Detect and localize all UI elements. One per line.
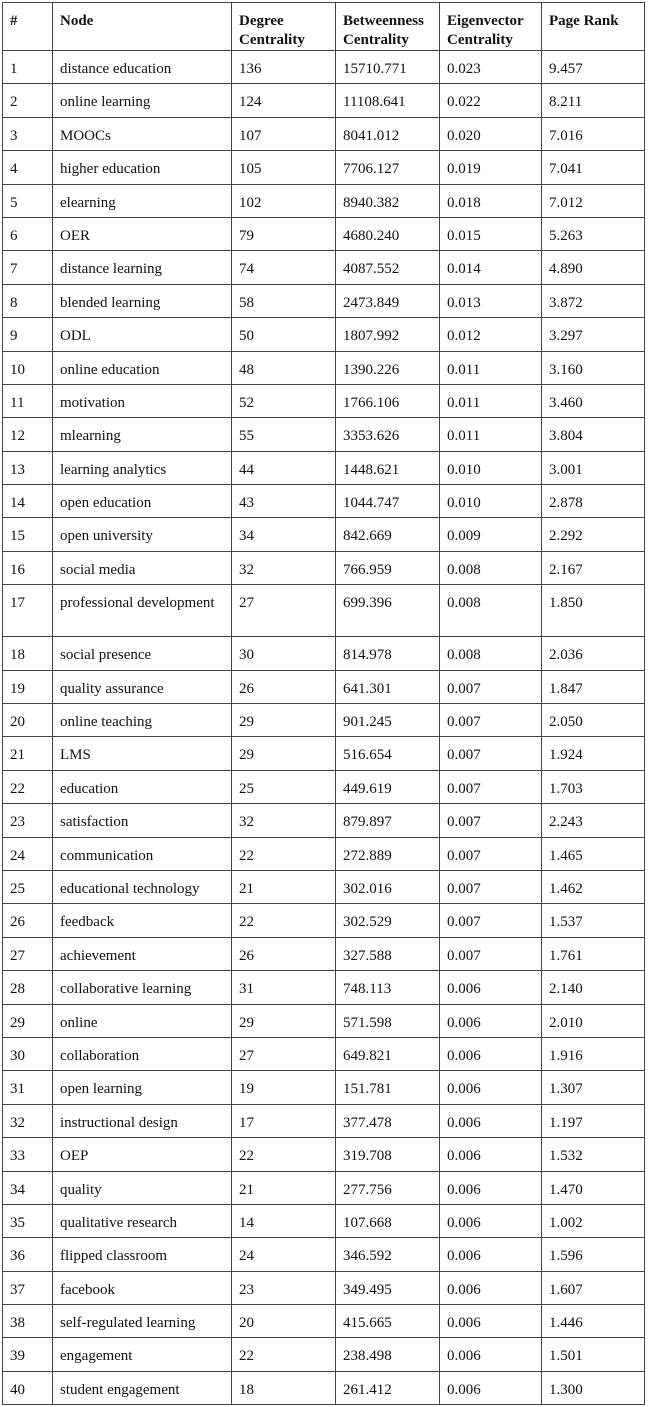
cell-node: elearning <box>53 184 232 217</box>
cell-degree-centrality: 30 <box>232 637 336 670</box>
cell-degree-centrality: 136 <box>232 51 336 84</box>
cell-page-rank: 1.847 <box>542 670 645 703</box>
cell-eigenvector-centrality: 0.013 <box>440 284 542 317</box>
cell-degree-centrality: 31 <box>232 971 336 1004</box>
cell-node: higher education <box>53 151 232 184</box>
cell-node: blended learning <box>53 284 232 317</box>
cell-betweenness-centrality: 3353.626 <box>336 418 440 451</box>
cell-eigenvector-centrality: 0.006 <box>440 1204 542 1237</box>
cell-rank: 28 <box>3 971 53 1004</box>
cell-rank: 40 <box>3 1371 53 1404</box>
cell-rank: 38 <box>3 1305 53 1338</box>
cell-rank: 11 <box>3 384 53 417</box>
cell-node: distance learning <box>53 251 232 284</box>
cell-rank: 36 <box>3 1238 53 1271</box>
cell-eigenvector-centrality: 0.006 <box>440 1305 542 1338</box>
cell-rank: 1 <box>3 51 53 84</box>
cell-degree-centrality: 105 <box>232 151 336 184</box>
cell-page-rank: 3.297 <box>542 318 645 351</box>
cell-degree-centrality: 18 <box>232 1371 336 1404</box>
table-row <box>3 1071 645 1104</box>
cell-eigenvector-centrality: 0.007 <box>440 937 542 970</box>
cell-betweenness-centrality: 449.619 <box>336 770 440 803</box>
table-row <box>3 184 645 217</box>
cell-rank: 4 <box>3 151 53 184</box>
cell-page-rank: 1.446 <box>542 1305 645 1338</box>
cell-betweenness-centrality: 649.821 <box>336 1037 440 1070</box>
cell-rank: 2 <box>3 84 53 117</box>
cell-degree-centrality: 21 <box>232 870 336 903</box>
cell-degree-centrality: 19 <box>232 1071 336 1104</box>
cell-node: student engagement <box>53 1371 232 1404</box>
cell-betweenness-centrality: 377.478 <box>336 1104 440 1137</box>
cell-node: online <box>53 1004 232 1037</box>
cell-eigenvector-centrality: 0.007 <box>440 804 542 837</box>
cell-page-rank: 3.872 <box>542 284 645 317</box>
cell-rank: 20 <box>3 704 53 737</box>
cell-betweenness-centrality: 302.016 <box>336 870 440 903</box>
cell-degree-centrality: 50 <box>232 318 336 351</box>
cell-page-rank: 3.001 <box>542 451 645 484</box>
cell-page-rank: 2.140 <box>542 971 645 1004</box>
cell-betweenness-centrality: 277.756 <box>336 1171 440 1204</box>
table-row <box>3 1305 645 1338</box>
cell-degree-centrality: 23 <box>232 1271 336 1304</box>
cell-eigenvector-centrality: 0.007 <box>440 737 542 770</box>
cell-node: quality <box>53 1171 232 1204</box>
cell-rank: 19 <box>3 670 53 703</box>
cell-degree-centrality: 52 <box>232 384 336 417</box>
cell-page-rank: 1.850 <box>542 585 645 637</box>
cell-node: OEP <box>53 1138 232 1171</box>
header-degree-centrality: Degree Centrality <box>232 3 336 51</box>
cell-rank: 30 <box>3 1037 53 1070</box>
cell-degree-centrality: 34 <box>232 518 336 551</box>
cell-page-rank: 3.160 <box>542 351 645 384</box>
table-row <box>3 551 645 584</box>
table-row <box>3 1037 645 1070</box>
cell-page-rank: 8.211 <box>542 84 645 117</box>
cell-betweenness-centrality: 415.665 <box>336 1305 440 1338</box>
cell-eigenvector-centrality: 0.007 <box>440 670 542 703</box>
centrality-table <box>2 2 645 1405</box>
cell-betweenness-centrality: 641.301 <box>336 670 440 703</box>
cell-degree-centrality: 74 <box>232 251 336 284</box>
cell-betweenness-centrality: 748.113 <box>336 971 440 1004</box>
cell-node: social presence <box>53 637 232 670</box>
cell-degree-centrality: 22 <box>232 904 336 937</box>
cell-page-rank: 9.457 <box>542 51 645 84</box>
table-row <box>3 351 645 384</box>
table-row <box>3 51 645 84</box>
table-row <box>3 451 645 484</box>
cell-rank: 18 <box>3 637 53 670</box>
cell-eigenvector-centrality: 0.011 <box>440 384 542 417</box>
cell-degree-centrality: 58 <box>232 284 336 317</box>
cell-eigenvector-centrality: 0.006 <box>440 1104 542 1137</box>
cell-betweenness-centrality: 1044.747 <box>336 485 440 518</box>
cell-node: qualitative research <box>53 1204 232 1237</box>
cell-betweenness-centrality: 4087.552 <box>336 251 440 284</box>
cell-rank: 17 <box>3 585 53 637</box>
cell-degree-centrality: 107 <box>232 117 336 150</box>
cell-page-rank: 7.016 <box>542 117 645 150</box>
cell-betweenness-centrality: 1807.992 <box>336 318 440 351</box>
cell-betweenness-centrality: 8940.382 <box>336 184 440 217</box>
cell-degree-centrality: 22 <box>232 837 336 870</box>
cell-node: ODL <box>53 318 232 351</box>
cell-page-rank: 1.607 <box>542 1271 645 1304</box>
cell-page-rank: 2.010 <box>542 1004 645 1037</box>
cell-page-rank: 2.878 <box>542 485 645 518</box>
cell-rank: 34 <box>3 1171 53 1204</box>
cell-eigenvector-centrality: 0.006 <box>440 1004 542 1037</box>
cell-rank: 8 <box>3 284 53 317</box>
header-rank: # <box>3 3 53 51</box>
cell-eigenvector-centrality: 0.006 <box>440 1071 542 1104</box>
cell-degree-centrality: 32 <box>232 804 336 837</box>
cell-degree-centrality: 29 <box>232 1004 336 1037</box>
cell-node: satisfaction <box>53 804 232 837</box>
cell-degree-centrality: 25 <box>232 770 336 803</box>
cell-eigenvector-centrality: 0.008 <box>440 637 542 670</box>
cell-node: communication <box>53 837 232 870</box>
cell-betweenness-centrality: 272.889 <box>336 837 440 870</box>
cell-eigenvector-centrality: 0.023 <box>440 51 542 84</box>
cell-betweenness-centrality: 842.669 <box>336 518 440 551</box>
cell-eigenvector-centrality: 0.018 <box>440 184 542 217</box>
cell-degree-centrality: 102 <box>232 184 336 217</box>
cell-betweenness-centrality: 879.897 <box>336 804 440 837</box>
cell-eigenvector-centrality: 0.019 <box>440 151 542 184</box>
cell-eigenvector-centrality: 0.006 <box>440 1037 542 1070</box>
cell-node: OER <box>53 217 232 250</box>
cell-betweenness-centrality: 319.708 <box>336 1138 440 1171</box>
cell-page-rank: 1.307 <box>542 1071 645 1104</box>
cell-rank: 35 <box>3 1204 53 1237</box>
cell-rank: 5 <box>3 184 53 217</box>
cell-degree-centrality: 27 <box>232 1037 336 1070</box>
cell-betweenness-centrality: 2473.849 <box>336 284 440 317</box>
cell-rank: 29 <box>3 1004 53 1037</box>
cell-page-rank: 3.804 <box>542 418 645 451</box>
cell-node: engagement <box>53 1338 232 1371</box>
cell-eigenvector-centrality: 0.014 <box>440 251 542 284</box>
cell-betweenness-centrality: 349.495 <box>336 1271 440 1304</box>
table-row <box>3 251 645 284</box>
cell-betweenness-centrality: 814.978 <box>336 637 440 670</box>
cell-node: social media <box>53 551 232 584</box>
cell-node: flipped classroom <box>53 1238 232 1271</box>
cell-page-rank: 4.890 <box>542 251 645 284</box>
cell-eigenvector-centrality: 0.006 <box>440 1338 542 1371</box>
cell-node: MOOCs <box>53 117 232 150</box>
cell-node: distance education <box>53 51 232 84</box>
cell-eigenvector-centrality: 0.006 <box>440 1238 542 1271</box>
cell-node: LMS <box>53 737 232 770</box>
cell-page-rank: 2.036 <box>542 637 645 670</box>
table-row <box>3 284 645 317</box>
table-row <box>3 1104 645 1137</box>
header-node: Node <box>53 3 232 51</box>
cell-eigenvector-centrality: 0.022 <box>440 84 542 117</box>
cell-page-rank: 1.924 <box>542 737 645 770</box>
cell-eigenvector-centrality: 0.010 <box>440 451 542 484</box>
cell-page-rank: 7.012 <box>542 184 645 217</box>
cell-page-rank: 1.465 <box>542 837 645 870</box>
cell-degree-centrality: 124 <box>232 84 336 117</box>
table-row <box>3 1371 645 1404</box>
cell-node: feedback <box>53 904 232 937</box>
table-row <box>3 585 645 637</box>
table-row <box>3 151 645 184</box>
table-row <box>3 971 645 1004</box>
cell-rank: 3 <box>3 117 53 150</box>
cell-eigenvector-centrality: 0.009 <box>440 518 542 551</box>
cell-page-rank: 1.537 <box>542 904 645 937</box>
cell-rank: 7 <box>3 251 53 284</box>
table-row <box>3 84 645 117</box>
cell-betweenness-centrality: 1390.226 <box>336 351 440 384</box>
table-row <box>3 1338 645 1371</box>
cell-eigenvector-centrality: 0.006 <box>440 1371 542 1404</box>
cell-node: education <box>53 770 232 803</box>
table-row <box>3 1271 645 1304</box>
table-row <box>3 670 645 703</box>
cell-node: educational technology <box>53 870 232 903</box>
table-row <box>3 518 645 551</box>
cell-node: learning analytics <box>53 451 232 484</box>
cell-degree-centrality: 17 <box>232 1104 336 1137</box>
cell-eigenvector-centrality: 0.007 <box>440 837 542 870</box>
cell-rank: 22 <box>3 770 53 803</box>
cell-eigenvector-centrality: 0.006 <box>440 971 542 1004</box>
cell-rank: 13 <box>3 451 53 484</box>
cell-degree-centrality: 32 <box>232 551 336 584</box>
cell-rank: 37 <box>3 1271 53 1304</box>
cell-eigenvector-centrality: 0.007 <box>440 704 542 737</box>
cell-degree-centrality: 20 <box>232 1305 336 1338</box>
cell-rank: 9 <box>3 318 53 351</box>
cell-page-rank: 2.050 <box>542 704 645 737</box>
cell-page-rank: 1.470 <box>542 1171 645 1204</box>
table-row <box>3 1204 645 1237</box>
cell-degree-centrality: 29 <box>232 737 336 770</box>
cell-page-rank: 7.041 <box>542 151 645 184</box>
table-row <box>3 637 645 670</box>
cell-degree-centrality: 79 <box>232 217 336 250</box>
cell-page-rank: 3.460 <box>542 384 645 417</box>
cell-betweenness-centrality: 15710.771 <box>336 51 440 84</box>
cell-degree-centrality: 21 <box>232 1171 336 1204</box>
cell-rank: 26 <box>3 904 53 937</box>
table-row <box>3 1004 645 1037</box>
table-row <box>3 770 645 803</box>
cell-rank: 10 <box>3 351 53 384</box>
cell-node: online learning <box>53 84 232 117</box>
table-row <box>3 384 645 417</box>
cell-rank: 31 <box>3 1071 53 1104</box>
cell-page-rank: 1.300 <box>542 1371 645 1404</box>
cell-betweenness-centrality: 302.529 <box>336 904 440 937</box>
cell-betweenness-centrality: 346.592 <box>336 1238 440 1271</box>
cell-node: self-regulated learning <box>53 1305 232 1338</box>
cell-eigenvector-centrality: 0.011 <box>440 418 542 451</box>
cell-node: mlearning <box>53 418 232 451</box>
cell-page-rank: 1.596 <box>542 1238 645 1271</box>
table-row <box>3 804 645 837</box>
cell-betweenness-centrality: 766.959 <box>336 551 440 584</box>
header-page-rank: Page Rank <box>542 3 645 51</box>
cell-rank: 27 <box>3 937 53 970</box>
table-row <box>3 1238 645 1271</box>
cell-node: online teaching <box>53 704 232 737</box>
cell-node: professional development <box>53 585 232 637</box>
cell-rank: 14 <box>3 485 53 518</box>
cell-degree-centrality: 22 <box>232 1138 336 1171</box>
cell-rank: 15 <box>3 518 53 551</box>
cell-degree-centrality: 24 <box>232 1238 336 1271</box>
cell-page-rank: 1.703 <box>542 770 645 803</box>
cell-node: open learning <box>53 1071 232 1104</box>
cell-rank: 32 <box>3 1104 53 1137</box>
table-row <box>3 704 645 737</box>
cell-eigenvector-centrality: 0.015 <box>440 217 542 250</box>
cell-degree-centrality: 55 <box>232 418 336 451</box>
cell-rank: 12 <box>3 418 53 451</box>
table-row <box>3 217 645 250</box>
cell-rank: 16 <box>3 551 53 584</box>
cell-page-rank: 1.761 <box>542 937 645 970</box>
table-row <box>3 937 645 970</box>
cell-node: motivation <box>53 384 232 417</box>
cell-betweenness-centrality: 327.588 <box>336 937 440 970</box>
cell-eigenvector-centrality: 0.010 <box>440 485 542 518</box>
cell-page-rank: 1.532 <box>542 1138 645 1171</box>
cell-degree-centrality: 44 <box>232 451 336 484</box>
cell-rank: 23 <box>3 804 53 837</box>
cell-eigenvector-centrality: 0.012 <box>440 318 542 351</box>
cell-betweenness-centrality: 4680.240 <box>336 217 440 250</box>
cell-node: instructional design <box>53 1104 232 1137</box>
cell-page-rank: 1.002 <box>542 1204 645 1237</box>
cell-degree-centrality: 22 <box>232 1338 336 1371</box>
cell-rank: 21 <box>3 737 53 770</box>
cell-node: open university <box>53 518 232 551</box>
cell-eigenvector-centrality: 0.007 <box>440 770 542 803</box>
cell-eigenvector-centrality: 0.006 <box>440 1138 542 1171</box>
cell-page-rank: 1.197 <box>542 1104 645 1137</box>
cell-eigenvector-centrality: 0.008 <box>440 551 542 584</box>
cell-degree-centrality: 43 <box>232 485 336 518</box>
cell-betweenness-centrality: 107.668 <box>336 1204 440 1237</box>
cell-eigenvector-centrality: 0.007 <box>440 870 542 903</box>
cell-node: quality assurance <box>53 670 232 703</box>
cell-eigenvector-centrality: 0.020 <box>440 117 542 150</box>
cell-betweenness-centrality: 516.654 <box>336 737 440 770</box>
cell-betweenness-centrality: 571.598 <box>336 1004 440 1037</box>
cell-eigenvector-centrality: 0.008 <box>440 585 542 637</box>
cell-betweenness-centrality: 7706.127 <box>336 151 440 184</box>
cell-degree-centrality: 26 <box>232 937 336 970</box>
cell-eigenvector-centrality: 0.007 <box>440 904 542 937</box>
cell-page-rank: 1.916 <box>542 1037 645 1070</box>
table-row <box>3 737 645 770</box>
cell-rank: 24 <box>3 837 53 870</box>
cell-page-rank: 1.462 <box>542 870 645 903</box>
table-body <box>3 51 645 1405</box>
table-row <box>3 837 645 870</box>
cell-betweenness-centrality: 8041.012 <box>336 117 440 150</box>
table-row <box>3 485 645 518</box>
cell-rank: 39 <box>3 1338 53 1371</box>
cell-node: achievement <box>53 937 232 970</box>
cell-page-rank: 2.167 <box>542 551 645 584</box>
cell-betweenness-centrality: 1766.106 <box>336 384 440 417</box>
cell-betweenness-centrality: 699.396 <box>336 585 440 637</box>
cell-page-rank: 1.501 <box>542 1338 645 1371</box>
cell-eigenvector-centrality: 0.011 <box>440 351 542 384</box>
cell-betweenness-centrality: 1448.621 <box>336 451 440 484</box>
table-row <box>3 418 645 451</box>
cell-rank: 25 <box>3 870 53 903</box>
cell-betweenness-centrality: 261.412 <box>336 1371 440 1404</box>
table-row <box>3 117 645 150</box>
header-eigenvector-centrality: Eigenvector Centrality <box>440 3 542 51</box>
cell-rank: 33 <box>3 1138 53 1171</box>
table-row <box>3 318 645 351</box>
cell-betweenness-centrality: 901.245 <box>336 704 440 737</box>
cell-rank: 6 <box>3 217 53 250</box>
cell-degree-centrality: 29 <box>232 704 336 737</box>
cell-eigenvector-centrality: 0.006 <box>440 1171 542 1204</box>
cell-degree-centrality: 14 <box>232 1204 336 1237</box>
cell-betweenness-centrality: 238.498 <box>336 1338 440 1371</box>
cell-page-rank: 5.263 <box>542 217 645 250</box>
cell-page-rank: 2.292 <box>542 518 645 551</box>
cell-betweenness-centrality: 11108.641 <box>336 84 440 117</box>
cell-node: open education <box>53 485 232 518</box>
cell-page-rank: 2.243 <box>542 804 645 837</box>
cell-degree-centrality: 27 <box>232 585 336 637</box>
cell-degree-centrality: 26 <box>232 670 336 703</box>
table-row <box>3 1171 645 1204</box>
cell-degree-centrality: 48 <box>232 351 336 384</box>
cell-node: online education <box>53 351 232 384</box>
cell-betweenness-centrality: 151.781 <box>336 1071 440 1104</box>
table-row <box>3 870 645 903</box>
cell-node: collaborative learning <box>53 971 232 1004</box>
table-row <box>3 904 645 937</box>
header-betweenness-centrality: Betweenness Centrality <box>336 3 440 51</box>
header-row <box>3 3 645 51</box>
cell-node: collaboration <box>53 1037 232 1070</box>
table-row <box>3 1138 645 1171</box>
cell-node: facebook <box>53 1271 232 1304</box>
cell-eigenvector-centrality: 0.006 <box>440 1271 542 1304</box>
